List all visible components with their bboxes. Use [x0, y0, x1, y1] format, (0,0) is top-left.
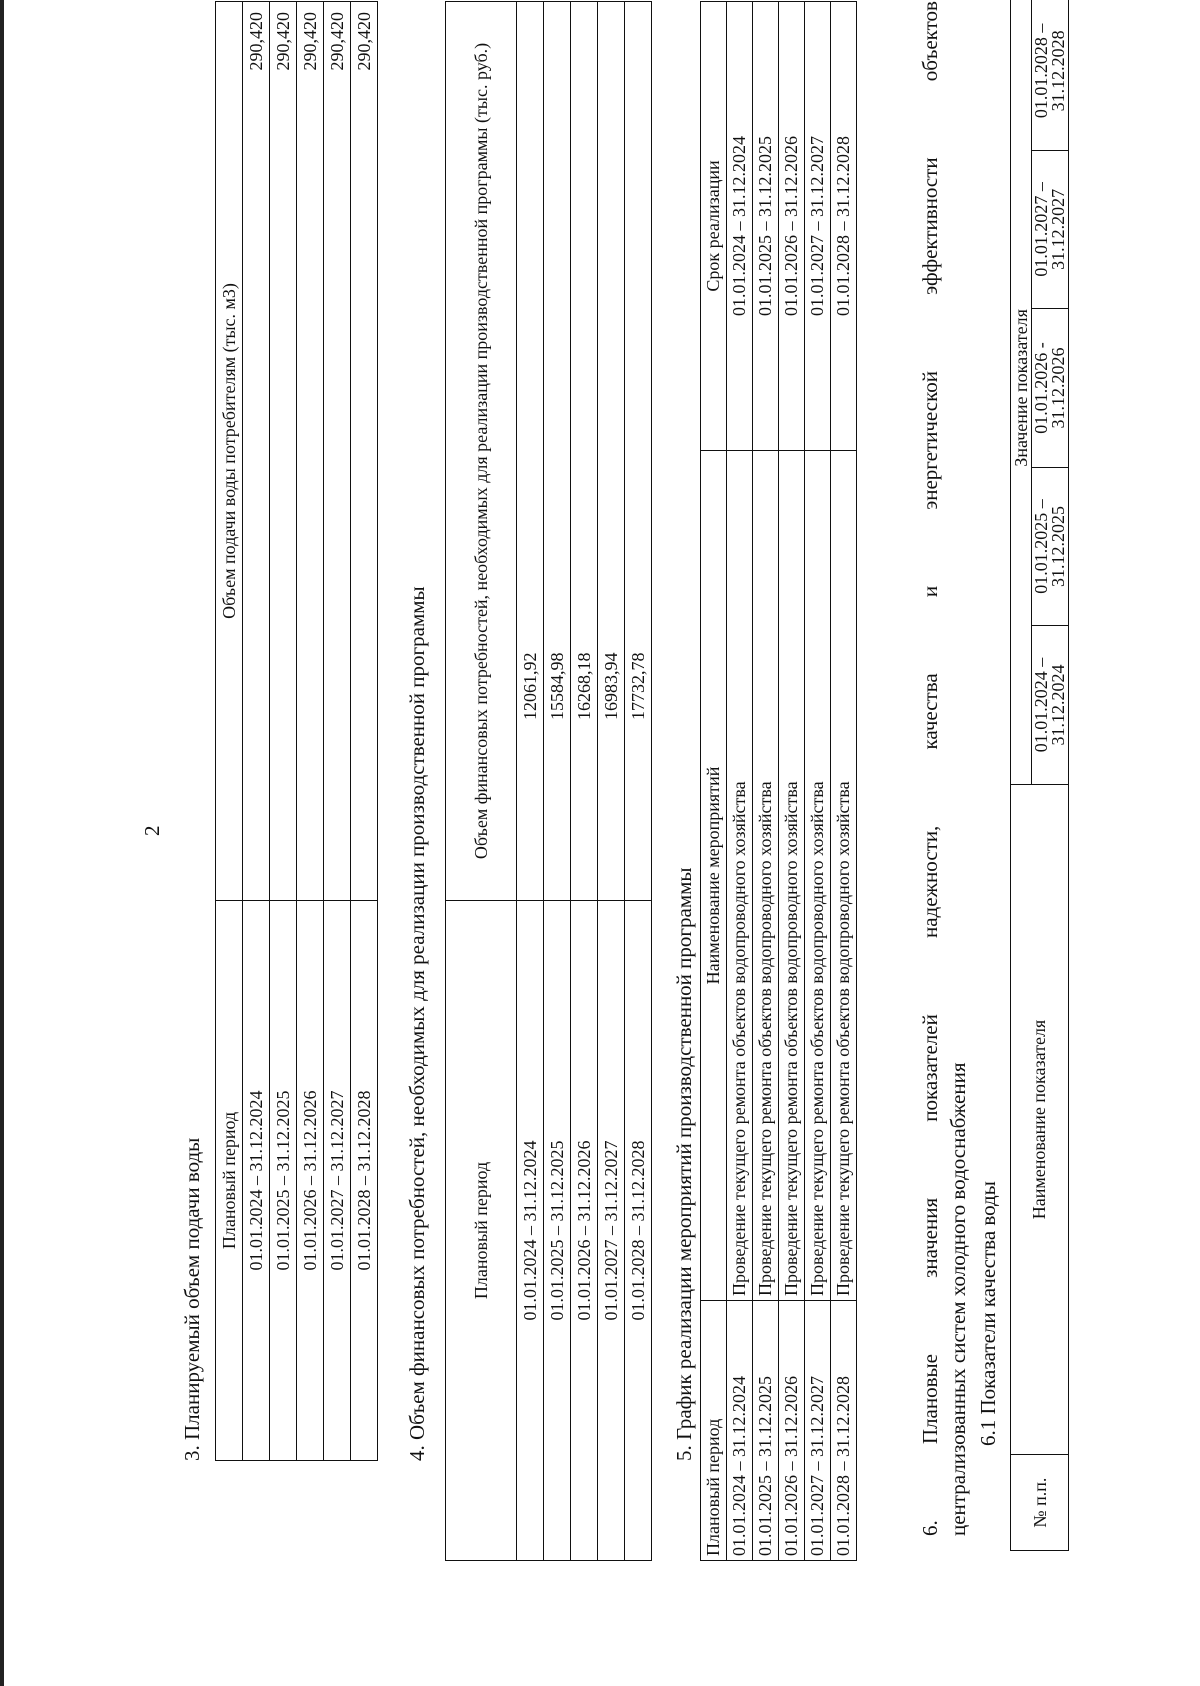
period-header-cell: 01.01.2028 – 31.12.2028 [1032, 0, 1069, 150]
table-header-row [446, 2, 517, 1561]
period-cell: 01.01.2024 – 31.12.2024 [517, 901, 544, 1561]
period-header-cell: 01.01.2026 - 31.12.2026 [1032, 309, 1069, 468]
table-row [625, 2, 652, 1561]
period-cell: 01.01.2028 – 31.12.2028 [831, 1301, 857, 1561]
section6-title-word: надежности, [918, 825, 942, 939]
activity-cell: Проведение текущего ремонта объектов водопроводного хозяйства [727, 451, 753, 1301]
period-cell: 01.01.2026 – 31.12.2026 [571, 901, 598, 1561]
schedule-table [700, 1, 857, 1561]
section6-title-word: показателей [918, 1014, 942, 1122]
table-header-row [1011, 0, 1032, 1551]
period-cell: 01.01.2026 – 31.12.2026 [779, 1301, 805, 1561]
table-row [805, 2, 831, 1561]
financial-needs-rows [517, 2, 652, 1561]
header-indicator-value: Значение показателя [1011, 0, 1032, 784]
period-cell: 01.01.2024 – 31.12.2024 [727, 1301, 753, 1561]
schedule-rows [727, 2, 857, 1561]
table-row [727, 2, 753, 1561]
page-number: 2 [140, 825, 164, 836]
volume-cell: 290,420 [243, 2, 270, 901]
financial-value-cell: 12061,92 [517, 2, 544, 901]
section6-title-word: и [918, 585, 942, 598]
table-row [351, 2, 378, 1461]
period-cell: 01.01.2027 – 31.12.2027 [805, 1301, 831, 1561]
scan-edge-line [0, 0, 4, 1686]
section6-title-line2: централизованных систем холодного водоснабжения [946, 1062, 970, 1536]
quality-indicators-table [1010, 0, 1069, 1551]
water-volume-table [215, 1, 378, 1461]
period-cell: 01.01.2028 – 31.12.2028 [625, 901, 652, 1561]
volume-cell: 290,420 [297, 2, 324, 901]
header-period: Плановый период [216, 901, 243, 1461]
table-row [324, 2, 351, 1461]
table-row [779, 2, 805, 1561]
section6-title-line1 [918, 1, 943, 1536]
section4-title: 4. Объем финансовых потребностей, необходимых для реализации производственной программы [405, 586, 429, 1461]
activity-cell: Проведение текущего ремонта объектов водопроводного хозяйства [805, 451, 831, 1301]
table-row [831, 2, 857, 1561]
header-activity: Наименование мероприятий [701, 451, 727, 1301]
table-row [243, 2, 270, 1461]
header-financial: Объем финансовых потребностей, необходимых для реализации производственной программы (тыс. руб.) [446, 2, 517, 901]
financial-value-cell: 16268,18 [571, 2, 598, 901]
section6-subtitle: 6.1 Показатели качества воды [976, 1181, 1000, 1446]
financial-needs-table [445, 1, 652, 1561]
period-cell: 01.01.2027 – 31.12.2027 [598, 901, 625, 1561]
period-header-cell: 01.01.2027 – 31.12.2027 [1032, 150, 1069, 309]
period-cell: 01.01.2027 – 31.12.2027 [324, 901, 351, 1461]
section6-title-word: 6. [918, 1520, 942, 1536]
section6-title-word: качества [918, 673, 942, 750]
period-cell: 01.01.2028 – 31.12.2028 [351, 901, 378, 1461]
period-header-cell: 01.01.2024 – 31.12.2024 [1032, 626, 1069, 785]
table-row [571, 2, 598, 1561]
header-term: Срок реализации [701, 2, 727, 451]
table-row [297, 2, 324, 1461]
period-cell: 01.01.2026 – 31.12.2026 [297, 901, 324, 1461]
volume-cell: 290,420 [324, 2, 351, 901]
section6-title-word: эффективности [918, 157, 942, 295]
header-number: № п.п. [1011, 1455, 1069, 1551]
period-cell: 01.01.2025 – 31.12.2025 [270, 901, 297, 1461]
table-row [544, 2, 571, 1561]
activity-cell: Проведение текущего ремонта объектов водопроводного хозяйства [753, 451, 779, 1301]
term-cell: 01.01.2027 – 31.12.2027 [805, 2, 831, 451]
table-row [270, 2, 297, 1461]
term-cell: 01.01.2026 – 31.12.2026 [779, 2, 805, 451]
financial-value-cell: 15584,98 [544, 2, 571, 901]
term-cell: 01.01.2025 – 31.12.2025 [753, 2, 779, 451]
table-row [598, 2, 625, 1561]
volume-cell: 290,420 [270, 2, 297, 901]
header-period: Плановый период [446, 901, 517, 1561]
section5-title: 5. График реализации мероприятий производственной программы [672, 867, 696, 1461]
section6-title-word: объектов [918, 1, 942, 82]
water-volume-rows [243, 2, 378, 1461]
section6-title-word: значения [918, 1197, 942, 1278]
header-volume: Объем подачи воды потребителям (тыс. м3) [216, 2, 243, 901]
period-header-cell: 01.01.2025 – 31.12.2025 [1032, 467, 1069, 626]
header-period: Плановый период [701, 1301, 727, 1561]
table-row [517, 2, 544, 1561]
period-cell: 01.01.2025 – 31.12.2025 [544, 901, 571, 1561]
section6-title-word: Плановые [918, 1354, 942, 1445]
term-cell: 01.01.2024 – 31.12.2024 [727, 2, 753, 451]
header-indicator-name: Наименование показателя [1011, 784, 1069, 1454]
period-cell: 01.01.2024 – 31.12.2024 [243, 901, 270, 1461]
term-cell: 01.01.2028 – 31.12.2028 [831, 2, 857, 451]
volume-cell: 290,420 [351, 2, 378, 901]
period-cell: 01.01.2025 – 31.12.2025 [753, 1301, 779, 1561]
table-header-row [216, 2, 243, 1461]
table-header-row [701, 2, 727, 1561]
financial-value-cell: 16983,94 [598, 2, 625, 901]
activity-cell: Проведение текущего ремонта объектов водопроводного хозяйства [831, 451, 857, 1301]
section6-title-word: энергетической [918, 371, 942, 510]
activity-cell: Проведение текущего ремонта объектов водопроводного хозяйства [779, 451, 805, 1301]
section3-title: 3. Планируемый объем подачи воды [180, 1137, 204, 1461]
financial-value-cell: 17732,78 [625, 2, 652, 901]
table-row [753, 2, 779, 1561]
